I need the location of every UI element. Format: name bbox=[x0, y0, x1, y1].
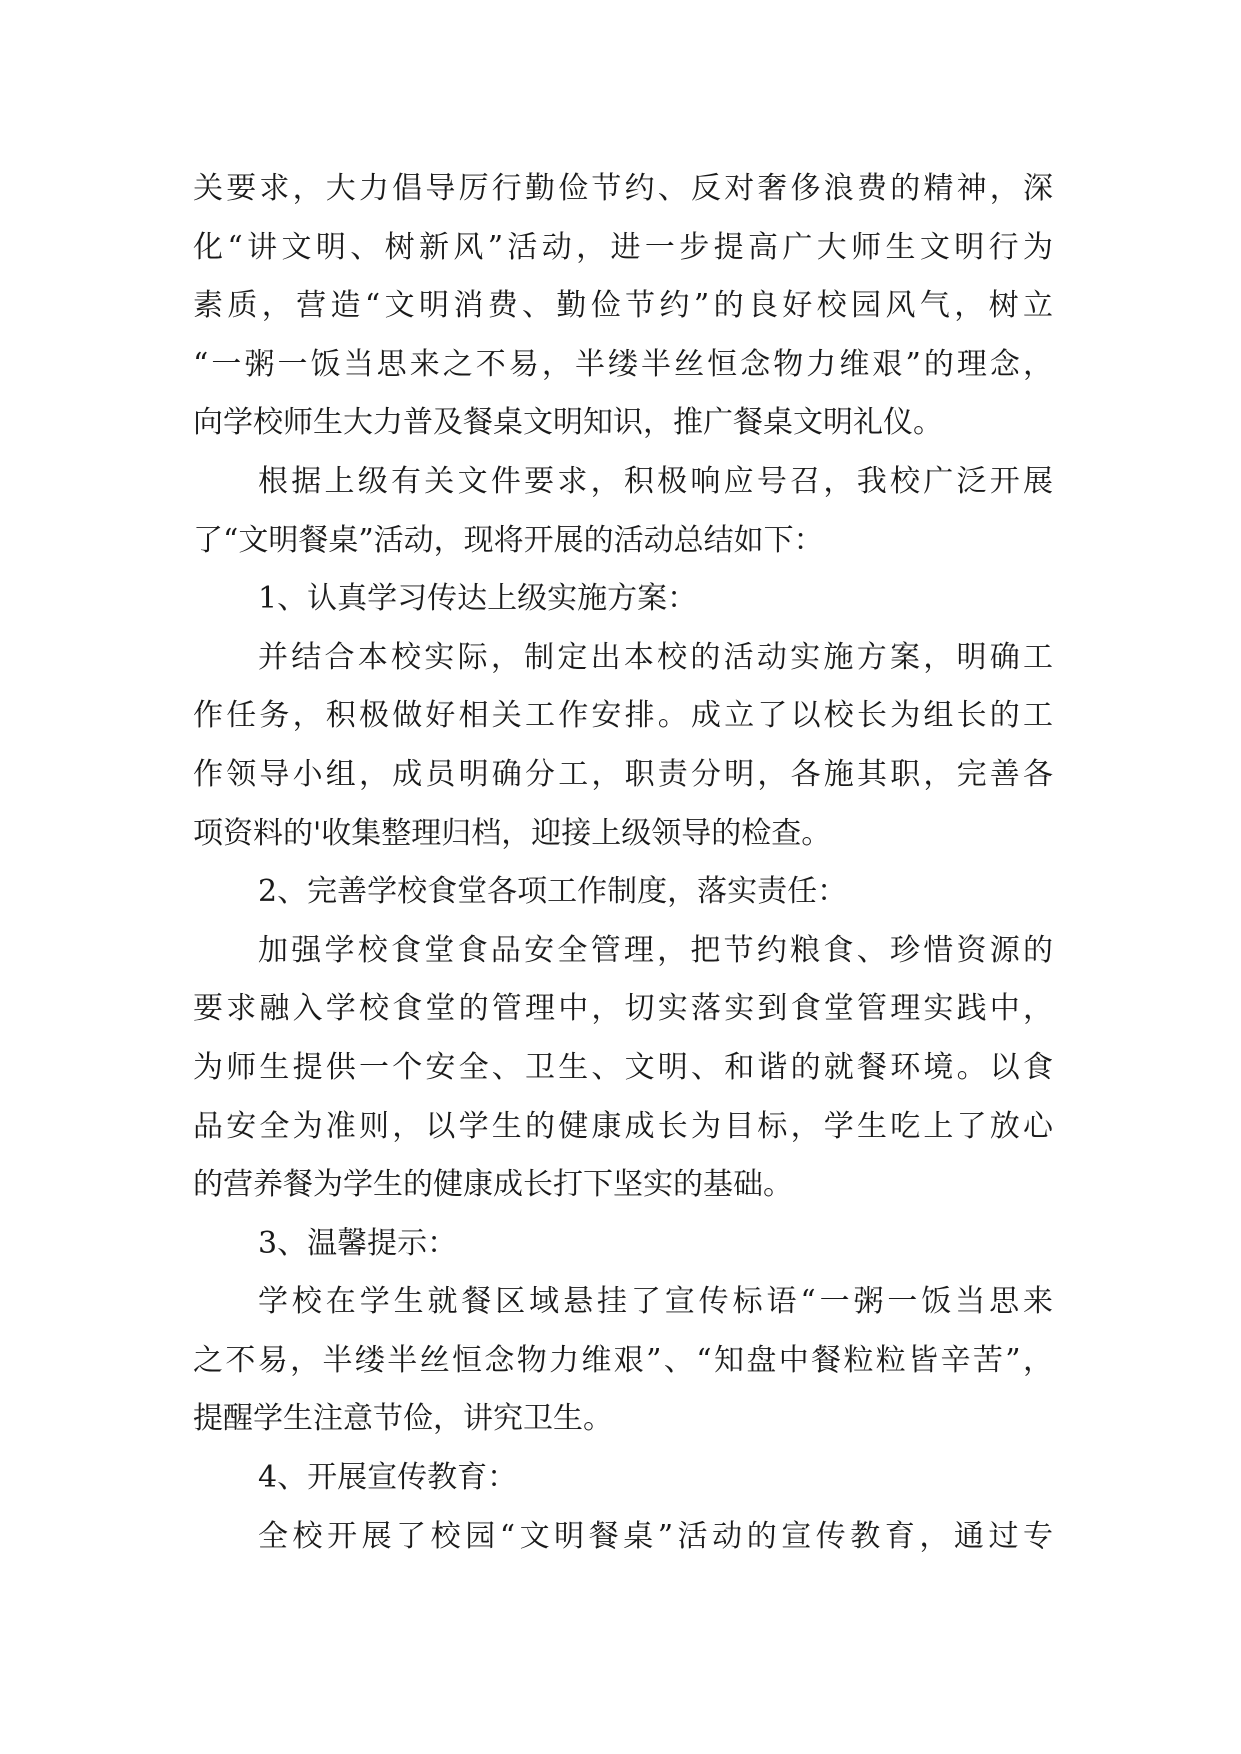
paragraph-first-line: 3、温馨提示： bbox=[258, 1225, 458, 1261]
paragraph-line: 了“文明餐桌”活动，现将开展的活动总结如下： bbox=[193, 522, 824, 558]
paragraph-first-line: 学校在学生就餐区域悬挂了宣传标语“一粥一饭当思来 bbox=[258, 1284, 1053, 1320]
paragraph-first-line: 2、完善学校食堂各项工作制度，落实责任： bbox=[258, 874, 848, 910]
paragraph-line: 为师生提供一个安全、卫生、文明、和谐的就餐环境。以食 bbox=[193, 1049, 1053, 1085]
paragraph-first-line: 根据上级有关文件要求，积极响应号召，我校广泛开展 bbox=[258, 463, 1053, 499]
paragraph-line: 素质，营造“文明消费、勤俭节约”的良好校园风气，树立 bbox=[193, 288, 1053, 324]
document-body bbox=[193, 160, 1053, 1566]
paragraph-line: 作领导小组，成员明确分工，职责分明，各施其职，完善各 bbox=[193, 756, 1053, 792]
paragraph-line: 化“讲文明、树新风”活动，进一步提高广大师生文明行为 bbox=[193, 229, 1053, 265]
paragraph-first-line: 全校开展了校园“文明餐桌”活动的宣传教育，通过专 bbox=[258, 1518, 1053, 1554]
paragraph-line: 的营养餐为学生的健康成长打下坚实的基础。 bbox=[193, 1167, 793, 1203]
paragraph-first-line: 并结合本校实际，制定出本校的活动实施方案，明确工 bbox=[258, 639, 1053, 675]
paragraph-line: 之不易，半缕半丝恒念物力维艰”、“知盘中餐粒粒皆辛苦”， bbox=[193, 1342, 1053, 1378]
paragraph-first-line: 4、开展宣传教育： bbox=[258, 1460, 518, 1496]
paragraph-line: 作任务，积极做好相关工作安排。成立了以校长为组长的工 bbox=[193, 698, 1053, 734]
paragraph-line: 要求融入学校食堂的管理中，切实落实到食堂管理实践中， bbox=[193, 991, 1053, 1027]
paragraph-line: 项资料的'收集整理归档，迎接上级领导的检查。 bbox=[193, 815, 832, 851]
paragraph-first-line: 1、认真学习传达上级实施方案： bbox=[258, 581, 698, 617]
paragraph-first-line: 加强学校食堂食品安全管理，把节约粮食、珍惜资源的 bbox=[258, 932, 1053, 968]
paragraph-line: 品安全为准则，以学生的健康成长为目标，学生吃上了放心 bbox=[193, 1108, 1053, 1144]
paragraph-line: 向学校师生大力普及餐桌文明知识，推广餐桌文明礼仪。 bbox=[193, 405, 943, 441]
paragraph-line: 关要求，大力倡导厉行勤俭节约、反对奢侈浪费的精神，深 bbox=[193, 171, 1053, 206]
paragraph-line: “一粥一饭当思来之不易，半缕半丝恒念物力维艰”的理念， bbox=[193, 346, 1053, 382]
paragraph-line: 提醒学生注意节俭，讲究卫生。 bbox=[193, 1401, 613, 1437]
